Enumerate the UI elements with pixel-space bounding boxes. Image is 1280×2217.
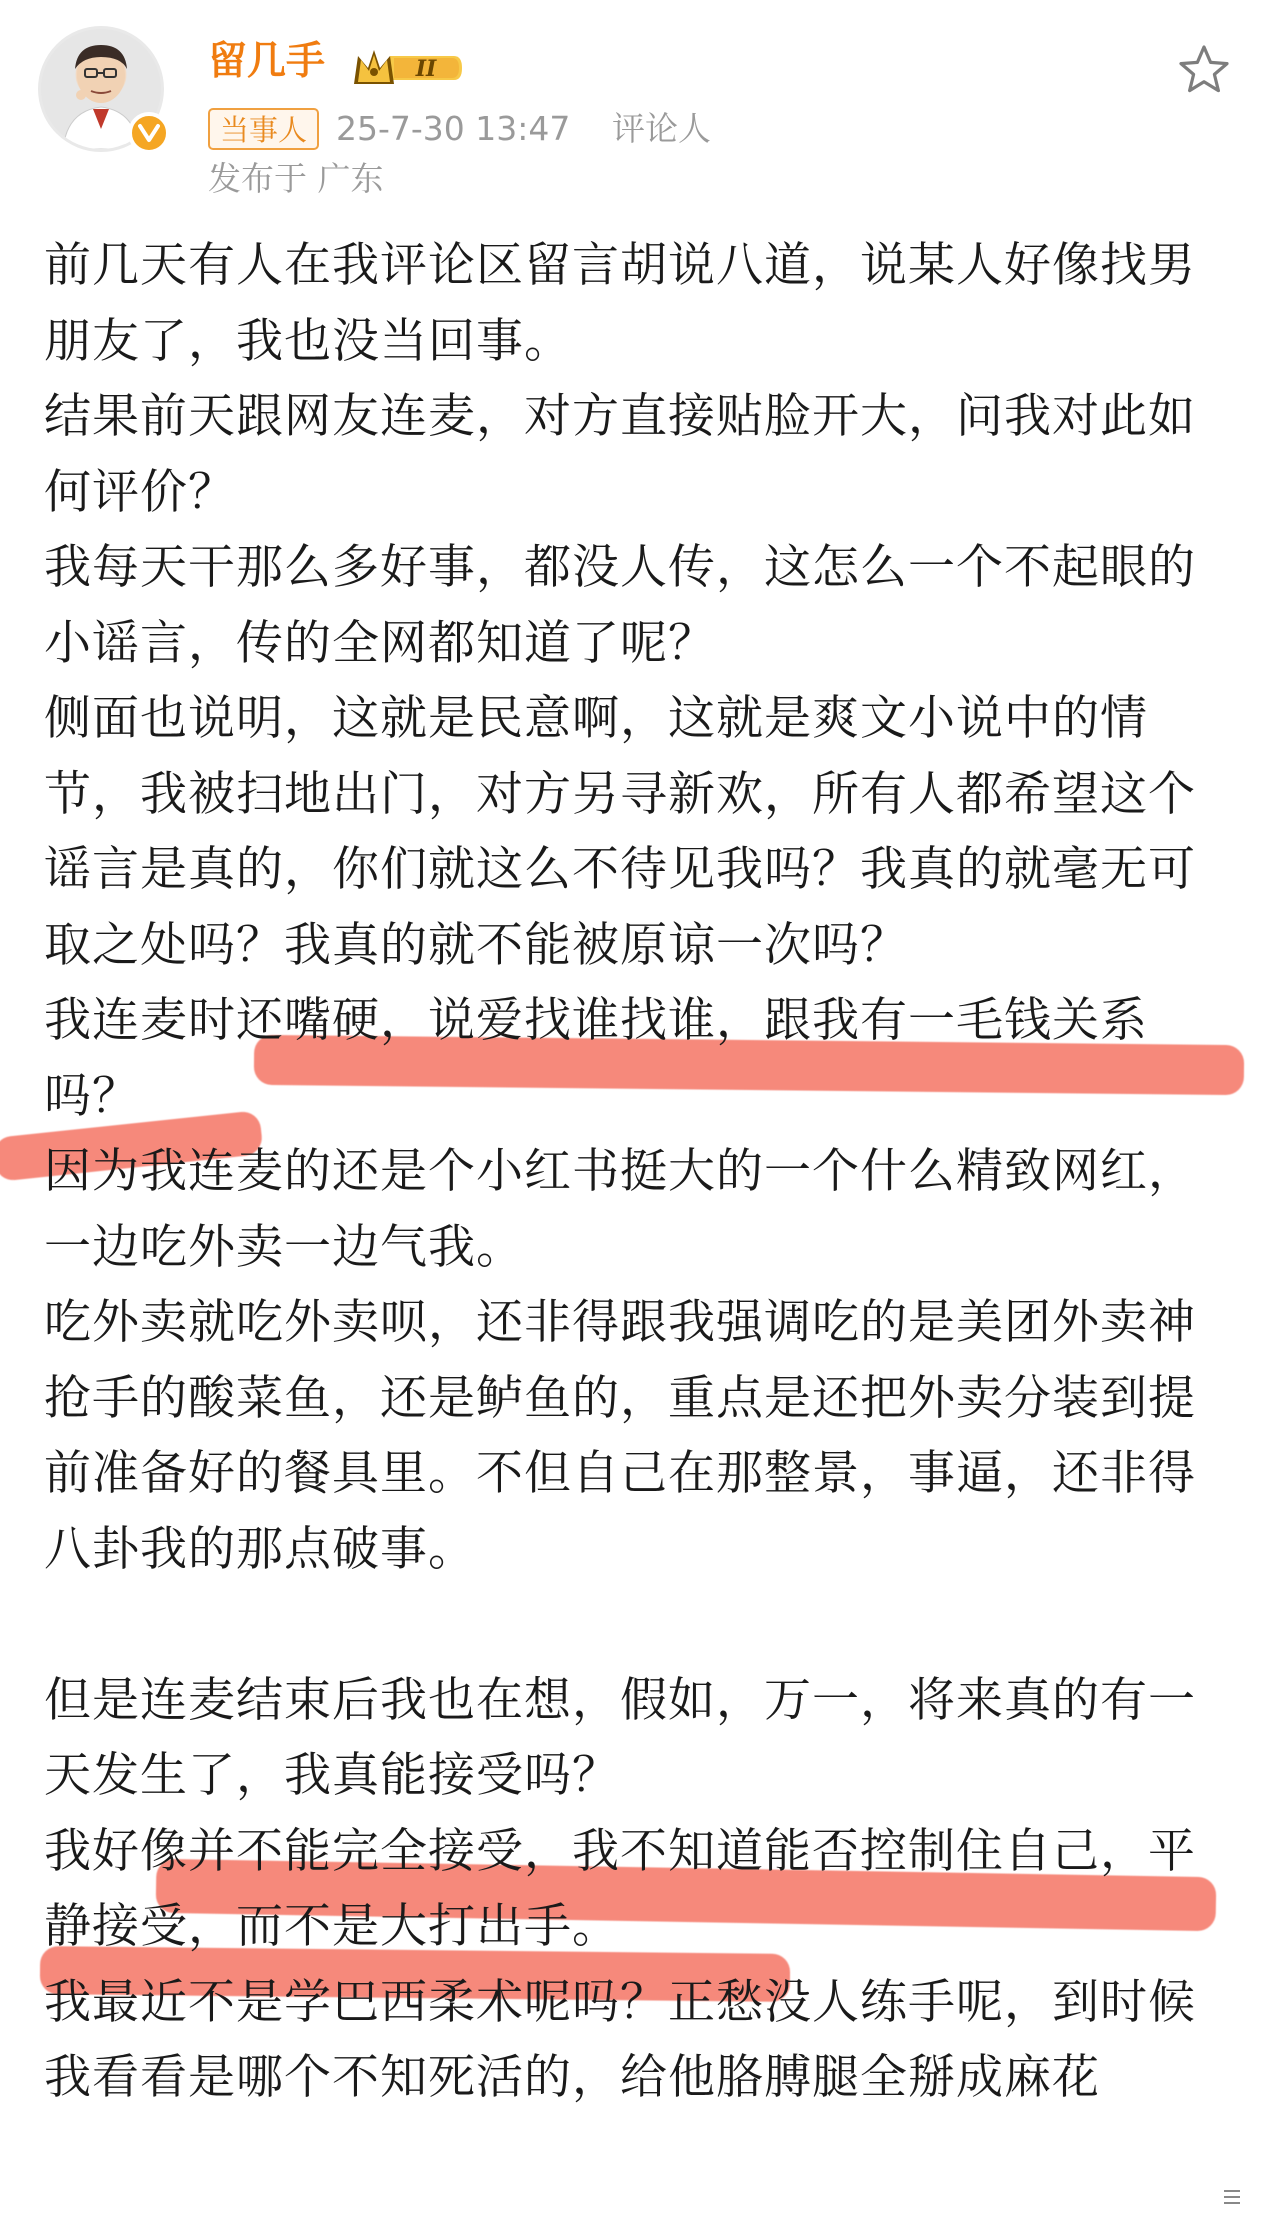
post-location: 发布于 广东	[208, 159, 384, 198]
post-timestamp: 25-7-30 13:47	[336, 109, 571, 148]
post-paragraph: 因为我连麦的还是个小红书挺大的一个什么精致网红，一边吃外卖一边气我。	[44, 1144, 1196, 1275]
post-header	[0, 0, 1280, 205]
scroll-handle-icon[interactable]	[1218, 2184, 1246, 2210]
level-text: II	[415, 56, 437, 82]
party-tag: 当事人	[208, 108, 319, 150]
post-paragraph: 我每天干那么多好事，都没人传，这怎么一个不起眼的小谣言，传的全网都知道了呢？	[44, 540, 1196, 671]
post-content	[44, 228, 1240, 2116]
crown-level-icon	[350, 44, 466, 92]
paragraph-gap	[44, 1587, 1240, 1663]
commenter-label: 评论人	[612, 109, 711, 148]
post-paragraph: 吃外卖就吃外卖呗，还非得跟我强调吃的是美团外卖神抢手的酸菜鱼，还是鲈鱼的，重点是还把外卖分装到提前准备好的餐具里。不但自己在那整景，事逼，还非得八卦我的那点破事。	[44, 1295, 1196, 1577]
post-paragraph: 我好像并不能完全接受，我不知道能否控制住自己，平静接受，而不是大打出手。	[44, 1823, 1196, 1954]
post-paragraph: 我连麦时还嘴硬，说爱找谁找谁，跟我有一毛钱关系吗？	[44, 993, 1148, 1124]
star-outline-icon	[1176, 42, 1232, 98]
post-paragraph: 前几天有人在我评论区留言胡说八道，说某人好像找男朋友了，我也没当回事。	[44, 238, 1196, 369]
favorite-button[interactable]	[1176, 42, 1232, 98]
verified-v-icon	[128, 112, 170, 154]
post-paragraph: 我最近不是学巴西柔术呢吗？正愁没人练手呢，到时候我看看是哪个不知死活的，给他胳膊腿全掰成麻花	[44, 1974, 1196, 2105]
post-paragraph: 但是连麦结束后我也在想，假如，万一，将来真的有一天发生了，我真能接受吗？	[44, 1672, 1196, 1803]
post-paragraph: 侧面也说明，这就是民意啊，这就是爽文小说中的情节，我被扫地出门，对方另寻新欢，所有人都希望这个谣言是真的，你们就这么不待见我吗？我真的就毫无可取之处吗？我真的就不能被原谅一次吗？	[44, 691, 1196, 973]
username[interactable]: 留几手	[208, 39, 326, 84]
post-paragraph: 结果前天跟网友连麦，对方直接贴脸开大，问我对此如何评价？	[44, 389, 1196, 520]
